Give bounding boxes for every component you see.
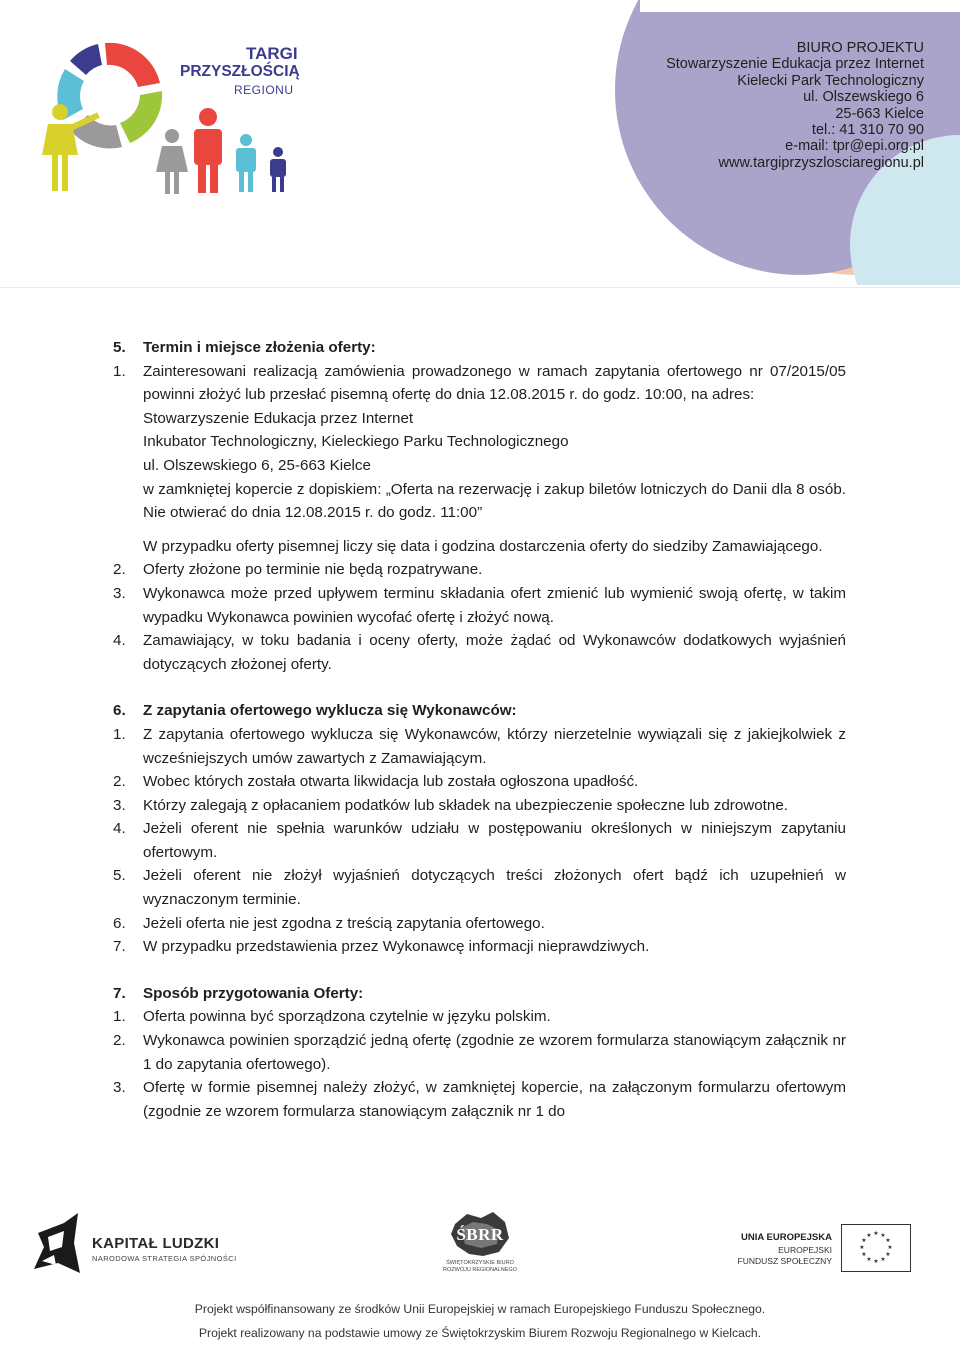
list-item xyxy=(113,1029,846,1076)
section-6-heading xyxy=(113,699,846,723)
item-text: Z zapytania ofertowego wyklucza się Wykonawców, którzy nierzetelnie wywiązali się z jakiejkolwiek z wcześniejszych umów zawartych z Zamawiającym. xyxy=(143,725,846,767)
svg-text:★: ★ xyxy=(887,1244,893,1251)
office-title: BIURO PROJEKTU xyxy=(796,40,924,56)
cofinancing-note: Projekt współfinansowany ze środków Unii Europejskiej w ramach Europejskiego Funduszu Społecznego. xyxy=(194,1302,766,1316)
section-7-heading xyxy=(113,982,846,1006)
item-number: 6. xyxy=(113,914,126,932)
item-number: 4. xyxy=(113,820,126,838)
item-number: 3. xyxy=(113,1079,126,1097)
list-item xyxy=(113,582,846,629)
item-text: Wobec których została otwarta likwidacja lub została ogłoszona upadłość. xyxy=(143,773,639,791)
section-title: Termin i miejsce złożenia oferty: xyxy=(143,339,376,356)
section-title: Sposób przygotowania Oferty: xyxy=(143,984,364,1002)
item-number: 3. xyxy=(113,584,126,602)
svg-text:★: ★ xyxy=(866,1232,872,1239)
sbrr-line-1: ŚWIĘTOKRZYSKIE BIURO xyxy=(446,1260,514,1266)
section-number: 7. xyxy=(113,984,126,1002)
svg-text:★: ★ xyxy=(880,1256,886,1263)
item-text: Zainteresowani realizacją zamówienia prowadzonego w ramach zapytania ofertowego nr 07/2015/05 powinni złożyć lub przesłać pisemną ofertę do dnia 12.08.2015 r. do godz. 10:00, na adres: xyxy=(143,362,846,404)
list-item xyxy=(113,864,846,911)
section-number: 6. xyxy=(113,702,126,720)
list-item xyxy=(113,935,846,959)
kapital-ludzki-logo-icon xyxy=(34,1213,84,1277)
list-item xyxy=(113,770,846,794)
item-number: 1. xyxy=(113,1008,126,1026)
svg-text:★: ★ xyxy=(885,1237,891,1244)
item-number: 1. xyxy=(113,725,126,743)
office-line: Stowarzyszenie Edukacja przez Internet xyxy=(666,56,924,73)
item-number: 2. xyxy=(113,1032,126,1050)
item-number: 1. xyxy=(113,362,126,380)
kapital-ludzki-title: KAPITAŁ LUDZKI xyxy=(92,1235,220,1252)
item-number: 7. xyxy=(113,938,126,956)
item-text: Oferty złożone po terminie nie będą rozpatrywane. xyxy=(143,561,483,579)
item-text: Wykonawca może przed upływem terminu składania ofert zmienić lub wymienić swoją ofertę, w takim wypadku Wykonawca powinien wycofać ofertę i złożyć nową. xyxy=(143,584,846,626)
item-number: 5. xyxy=(113,867,126,885)
office-line: 25-663 Kielce xyxy=(835,105,924,122)
logo-line-3: REGIONU xyxy=(234,83,294,97)
list-item xyxy=(113,629,846,676)
list-item xyxy=(113,794,846,818)
list-item xyxy=(113,723,846,770)
header-divider xyxy=(0,287,960,288)
envelope-note: w zamkniętej kopercie z dopiskiem: „Oferta na rezerwację i zakup biletów lotniczych do Danii dla 8 osób. Nie otwierać do dnia 12.08.2015 r. do godz. 11:00” xyxy=(143,480,846,522)
section-number: 5. xyxy=(113,339,126,356)
list-item xyxy=(113,912,846,936)
document-body xyxy=(113,336,846,1123)
logo-line-2: PRZYSZŁOŚCIĄ xyxy=(180,63,300,80)
list-item xyxy=(113,1005,846,1029)
address-line: Stowarzyszenie Edukacja przez Internet xyxy=(143,409,414,427)
item-number: 4. xyxy=(113,632,126,650)
svg-text:★: ★ xyxy=(880,1232,886,1239)
list-item xyxy=(113,360,846,407)
svg-text:★: ★ xyxy=(873,1258,879,1265)
item-number: 3. xyxy=(113,796,126,814)
svg-text:★: ★ xyxy=(885,1251,891,1258)
list-item xyxy=(113,558,846,582)
delivery-note: W przypadku oferty pisemnej liczy się data i godzina dostarczenia oferty do siedziby Zamawiającego. xyxy=(143,537,823,555)
svg-text:★: ★ xyxy=(859,1244,865,1251)
item-text: Jeżeli oferta nie jest zgodna z treścią zapytania ofertowego. xyxy=(143,914,545,932)
section-5-heading xyxy=(113,336,846,360)
item-number: 2. xyxy=(113,561,126,579)
item-number: 2. xyxy=(113,773,126,791)
project-office-info xyxy=(666,40,924,171)
office-line: Kielecki Park Technologiczny xyxy=(737,72,924,89)
logo-line-1: TARGI xyxy=(246,44,298,63)
address-line: Inkubator Technologiczny, Kieleckiego Parku Technologicznego xyxy=(143,433,569,451)
svg-text:★: ★ xyxy=(861,1251,867,1258)
item-text: W przypadku przedstawienia przez Wykonawcę informacji nieprawdziwych. xyxy=(143,938,650,956)
address-line: ul. Olszewskiego 6, 25-663 Kielce xyxy=(143,456,371,474)
sbrr-line-2: ROZWOJU REGIONALNEGO xyxy=(443,1267,517,1273)
office-phone: tel.: 41 310 70 90 xyxy=(811,122,924,139)
eu-flag-icon xyxy=(841,1224,911,1272)
eu-line-2: EUROPEJSKI xyxy=(778,1245,832,1255)
people-figures-icon xyxy=(42,104,286,194)
item-text: Zamawiający, w toku badania i oceny oferty, może żądać od Wykonawców dodatkowych wyjaśnień dotyczących złożonej oferty. xyxy=(143,632,846,673)
office-email: e-mail: tpr@epi.org.pl xyxy=(785,138,924,155)
list-item xyxy=(113,817,846,864)
item-text: Jeżeli oferent nie spełnia warunków udziału w postępowaniu określonych w niniejszym zapytaniu ofertowym. xyxy=(143,820,846,861)
item-text: Jeżeli oferent nie złożył wyjaśnień dotyczących treści złożonych ofert bądź ich uzupełnień w wyznaczonym terminie. xyxy=(143,867,846,909)
office-line: ul. Olszewskiego 6 xyxy=(803,89,924,106)
sbrr-mark: ŚBRR xyxy=(456,1225,504,1244)
eu-line-1: UNIA EUROPEJSKA xyxy=(741,1232,832,1243)
section-title: Z zapytania ofertowego wyklucza się Wykonawców: xyxy=(143,702,517,720)
svg-text:★: ★ xyxy=(866,1256,872,1263)
office-website: www.targiprzyszlosciaregionu.pl xyxy=(718,154,924,171)
item-text: Którzy zalegają z opłacaniem podatków lub składek na ubezpieczenie społeczne lub zdrowotne. xyxy=(143,796,789,814)
svg-text:★: ★ xyxy=(861,1237,867,1244)
agreement-note: Projekt realizowany na podstawie umowy ze Świętokrzyskim Biurem Rozwoju Regionalnego w Kielcach. xyxy=(198,1326,762,1340)
svg-text:★: ★ xyxy=(873,1230,879,1237)
item-text: Wykonawca powinien sporządzić jedną ofertę (zgodnie ze wzorem formularza stanowiącym załącznik nr 1 do zapytania ofertowego). xyxy=(143,1032,846,1073)
item-text: Oferta powinna być sporządzona czytelnie w języku polskim. xyxy=(143,1008,551,1026)
item-text: Ofertę w formie pisemnej należy złożyć, w zamkniętej kopercie, na załączonym formularzu ofertowym (zgodnie ze wzorem formularza stanowiącym załącznik nr 1 do xyxy=(143,1079,846,1120)
list-item xyxy=(113,1076,846,1123)
kapital-ludzki-subtitle: NARODOWA STRATEGIA SPÓJNOŚCI xyxy=(92,1254,237,1263)
eu-line-3: FUNDUSZ SPOŁECZNY xyxy=(737,1256,832,1266)
